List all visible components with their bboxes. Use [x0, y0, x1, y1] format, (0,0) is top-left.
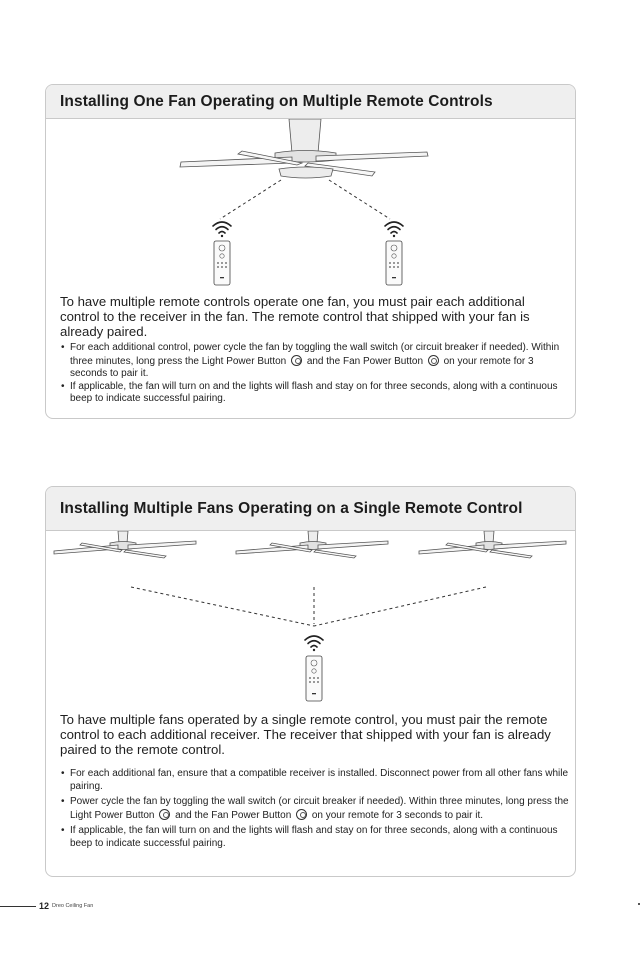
list-item: [60, 768, 572, 793]
instruction-list: [60, 342, 572, 406]
list-item: [60, 825, 572, 850]
instruction-text: and the Fan Power Button: [306, 355, 423, 367]
page-footer: [0, 900, 93, 912]
intro-paragraph: To have multiple fans operated by a single remote control, you must pair the remote control to each additional receiver. The receiver that shipped with your fan is already paired to the remote control.: [60, 712, 551, 758]
remote-control-icon: [214, 241, 230, 285]
ceiling-fan-icon: [236, 531, 388, 558]
list-item: [60, 342, 572, 381]
section-title: Installing Multiple Fans Operating on a Single Remote Control: [60, 499, 523, 517]
section-one-fan-multiple-remotes: [45, 84, 576, 419]
crop-mark: [638, 903, 640, 905]
light-power-button-icon: [291, 355, 302, 366]
wifi-signal-icon: [213, 222, 231, 237]
footer-rule: [0, 906, 36, 907]
section-title: Installing One Fan Operating on Multiple Remote Controls: [60, 92, 493, 110]
ceiling-fan-icon: [54, 531, 196, 558]
fan-power-button-icon: [296, 809, 307, 820]
page-number: 12: [39, 901, 50, 911]
instruction-text: on your remote for 3 seconds to pair it.: [70, 355, 534, 379]
light-power-button-icon: [159, 809, 170, 820]
instruction-list: [60, 768, 572, 850]
instruction-text: If applicable, the fan will turn on and the lights will flash and stay on for three seconds, along with a continuous beep to indicate successful pairing.: [70, 825, 558, 849]
section-header: [46, 487, 575, 531]
ceiling-fan-icon: [419, 531, 566, 558]
instruction-text: For each additional fan, ensure that a compatible receiver is installed. Disconnect power from all other fans while pairing.: [70, 768, 569, 792]
remote-control-icon: [306, 656, 322, 701]
remote-control-icon: [386, 241, 402, 285]
instruction-text: If applicable, the fan will turn on and the lights will flash and stay on for three seconds, along with a continuous beep to indicate successful pairing.: [70, 380, 558, 404]
instruction-text: For each additional control, power cycle the fan by toggling the wall switch (or circuit breaker if needed). Within three minutes, long press the Light Power Button: [70, 342, 560, 367]
signal-link-lines: [131, 587, 486, 626]
section-multiple-fans-single-remote: [45, 486, 576, 877]
signal-link-lines: [220, 180, 390, 219]
instruction-text: on your remote for 3 seconds to pair it.: [311, 809, 484, 821]
list-item: [60, 796, 572, 822]
intro-paragraph: To have multiple remote controls operate one fan, you must pair each additional control to the receiver in the fan. The remote control that shipped with your fan is already paired.: [60, 294, 530, 340]
pairing-illustration: [46, 119, 576, 294]
pairing-illustration: [46, 531, 576, 711]
instruction-text: Power cycle the fan by toggling the wall switch (or circuit breaker if needed). Within three minutes, long press the Light Power Button: [70, 796, 569, 821]
section-header: [46, 85, 575, 119]
ceiling-fan-icon: [180, 119, 428, 178]
fan-power-button-icon: [428, 355, 439, 366]
wifi-signal-icon: [305, 636, 323, 651]
list-item: [60, 381, 572, 406]
footer-label: Dreo Ceiling Fan: [52, 903, 94, 909]
wifi-signal-icon: [385, 222, 403, 237]
instruction-text: and the Fan Power Button: [175, 809, 292, 821]
